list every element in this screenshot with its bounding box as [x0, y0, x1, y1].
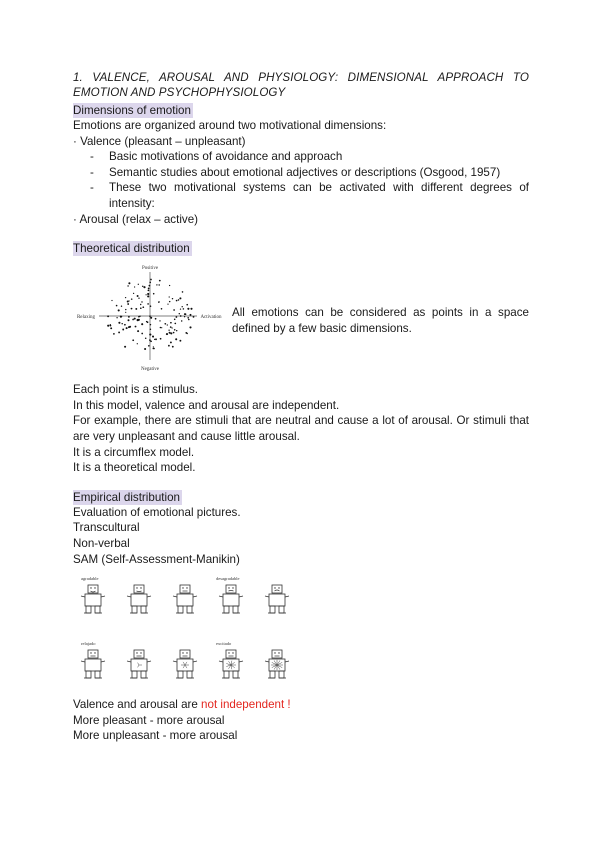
stimulus-point	[170, 322, 172, 324]
stimulus-point	[155, 318, 157, 320]
stimulus-point	[174, 323, 176, 325]
stimulus-point	[153, 293, 155, 295]
valence-sub-item: - These two motivational systems can be activated with different degrees of intensity:	[90, 181, 529, 210]
stimulus-point	[172, 346, 174, 348]
valence-sub-item: - Semantic studies about emotional adjectives or descriptions (Osgood, 1957)	[90, 165, 501, 179]
stimulus-point	[149, 334, 151, 336]
stimulus-point	[127, 301, 129, 303]
stimulus-point	[161, 308, 163, 310]
stimulus-point	[178, 299, 180, 301]
stimulus-points	[107, 279, 194, 350]
empirical-line: Non-verbal	[73, 536, 130, 550]
stimulus-point	[149, 339, 151, 341]
stimulus-point	[179, 340, 181, 342]
stimulus-point	[166, 333, 168, 335]
stimulus-point	[150, 329, 152, 331]
stimulus-point	[160, 338, 162, 340]
stimulus-point	[143, 286, 145, 288]
stimulus-point	[179, 298, 181, 300]
stimulus-point	[171, 328, 172, 329]
stimulus-point	[127, 303, 129, 305]
stimulus-point	[125, 309, 126, 310]
stimulus-point	[127, 285, 128, 286]
stimulus-point	[128, 319, 130, 321]
stimulus-point	[121, 306, 122, 307]
stimulus-point	[149, 285, 151, 287]
valence-bullet: · Valence (pleasant – unpleasant)	[73, 134, 246, 148]
stimulus-point	[175, 338, 177, 340]
stimulus-point	[170, 326, 172, 328]
stimulus-point	[190, 308, 192, 310]
stimulus-point	[145, 294, 146, 295]
stimulus-point	[187, 308, 189, 310]
stimulus-point	[137, 295, 139, 297]
sam-label-excited: excitado	[216, 641, 232, 647]
figure-label-right: Activation	[200, 315, 222, 321]
stimulus-point	[142, 307, 144, 309]
stimulus-point	[167, 304, 168, 305]
stimulus-point	[116, 305, 118, 307]
stimulus-point	[113, 333, 115, 335]
document-page	[73, 70, 529, 744]
stimulus-point	[116, 317, 117, 318]
stimulus-point	[168, 330, 169, 331]
stimulus-point	[147, 295, 149, 297]
sam-arousal-row	[81, 650, 289, 678]
stimulus-point	[148, 288, 150, 290]
valence-sub-item: - Basic motivations of avoidance and approach	[90, 150, 343, 164]
stimulus-point	[138, 316, 140, 318]
stimulus-point	[132, 319, 134, 321]
empirical-line: Transcultural	[73, 521, 140, 535]
stimulus-point	[128, 316, 130, 318]
sam-manikin	[265, 650, 289, 678]
stimulus-point	[152, 336, 154, 338]
stimulus-point	[132, 340, 134, 342]
circumplex-figure	[73, 260, 225, 372]
not-independent-highlight: not independent !	[201, 698, 291, 712]
stimulus-point	[190, 314, 192, 316]
stimulus-point	[158, 284, 159, 285]
stimulus-point	[187, 317, 189, 319]
empirical-line: Evaluation of emotional pictures.	[73, 505, 241, 519]
stimulus-point	[169, 301, 170, 302]
sam-label-unpleasant: desagradable	[216, 576, 240, 582]
stimulus-point	[128, 301, 129, 302]
stimulus-point	[140, 308, 142, 310]
stimulus-point	[138, 319, 140, 321]
stimulus-point	[150, 306, 152, 308]
stimulus-point	[164, 323, 166, 325]
stimulus-point	[153, 346, 154, 347]
empirical-heading: Empirical distribution	[73, 490, 180, 504]
arousal-bullet: · Arousal (relax – active)	[73, 212, 199, 226]
stimulus-point	[118, 309, 120, 311]
figure-label-bottom: Negative	[140, 367, 160, 373]
conclusion-line: More pleasant - more arousal	[73, 713, 225, 727]
stimulus-point	[161, 327, 162, 328]
stimulus-point	[120, 316, 122, 318]
stimulus-point	[107, 325, 109, 327]
stimulus-point	[125, 297, 126, 298]
stimulus-point	[138, 284, 139, 285]
stimulus-point	[122, 329, 124, 331]
stimulus-point	[154, 339, 155, 340]
empirical-section	[73, 490, 529, 683]
stimulus-point	[150, 324, 152, 326]
stimulus-point	[147, 293, 149, 295]
sam-manikin	[173, 650, 197, 678]
theoretical-heading: Theoretical distribution	[73, 242, 190, 256]
stimulus-point	[180, 309, 181, 310]
stimulus-point	[137, 343, 138, 344]
stimulus-point	[145, 338, 147, 340]
stimulus-point	[118, 322, 120, 324]
dimensions-intro: Emotions are organized around two motivational dimensions:	[73, 119, 387, 132]
stimulus-point	[159, 320, 160, 321]
empirical-line: SAM (Self-Assessment-Manikin)	[73, 552, 240, 566]
stimulus-point	[149, 282, 151, 284]
stimulus-point	[182, 306, 183, 307]
theory-line: It is a theoretical model.	[73, 461, 196, 475]
conclusion-statement: Valence and arousal are not independent !	[73, 698, 291, 712]
sam-figure	[73, 573, 529, 683]
circumplex-figure-row	[73, 260, 529, 372]
stimulus-point	[172, 298, 173, 299]
stimulus-point	[110, 327, 112, 329]
stimulus-point	[148, 345, 150, 347]
sam-manikin	[219, 650, 243, 678]
stimulus-point	[174, 329, 176, 331]
stimulus-point	[125, 312, 126, 313]
sam-manikin	[127, 585, 151, 613]
sam-label-pleasant: agradable	[81, 576, 99, 582]
stimulus-point	[128, 282, 130, 284]
stimulus-point	[131, 299, 133, 301]
stimulus-point	[141, 301, 142, 302]
stimulus-point	[173, 309, 175, 311]
figure-label-left: Relaxing	[76, 315, 96, 321]
stimulus-point	[128, 326, 130, 328]
dimensions-heading: Dimensions of emotion	[73, 104, 191, 117]
stimulus-point	[107, 316, 109, 318]
theory-line: Each point is a stimulus.	[73, 383, 199, 397]
stimulus-point	[153, 348, 155, 350]
stimulus-point	[150, 317, 152, 319]
stimulus-point	[186, 304, 188, 306]
stimulus-point	[180, 315, 182, 317]
stimulus-point	[167, 324, 168, 325]
sam-manikin	[81, 585, 105, 613]
stimulus-point	[137, 330, 139, 332]
dimensions-section	[73, 103, 529, 227]
stimulus-point	[134, 318, 136, 320]
stimulus-point	[185, 314, 186, 315]
stimulus-point	[150, 341, 152, 343]
sam-manikin	[173, 585, 197, 613]
figure-caption: All emotions can be considered as points in a space defined by a few basic dimensions.	[232, 306, 529, 335]
stimulus-point	[176, 300, 178, 302]
stimulus-point	[147, 303, 149, 305]
stimulus-point	[159, 280, 161, 282]
stimulus-point	[173, 332, 175, 334]
sam-valence-row	[81, 585, 289, 613]
sam-manikin	[219, 585, 243, 613]
stimulus-point	[135, 326, 137, 328]
stimulus-point	[156, 284, 157, 285]
stimulus-point	[138, 298, 139, 299]
stimulus-point	[146, 321, 147, 322]
stimulus-point	[188, 319, 190, 321]
stimulus-point	[184, 316, 185, 317]
stimulus-point	[189, 326, 191, 328]
stimulus-point	[181, 320, 182, 321]
theory-line: For example, there are stimuli that are neutral and cause a lot of arousal. Or stimuli that are very unpleasant and cause little arousal.	[73, 414, 529, 443]
stimulus-point	[133, 293, 134, 294]
stimulus-point	[179, 313, 180, 314]
stimulus-point	[124, 324, 126, 326]
stimulus-point	[118, 332, 120, 334]
stimulus-point	[170, 342, 172, 344]
stimulus-point	[148, 290, 150, 292]
stimulus-point	[140, 304, 141, 305]
stimulus-point	[182, 291, 184, 293]
conclusion-line: More unpleasant - more arousal	[73, 729, 238, 743]
stimulus-point	[124, 346, 126, 348]
sam-label-relaxed: relajado	[81, 641, 96, 647]
figure-label-top: Positive	[141, 266, 159, 272]
stimulus-point	[134, 287, 135, 288]
stimulus-point	[158, 301, 160, 303]
stimulus-point	[126, 327, 128, 329]
stimulus-point	[186, 333, 187, 334]
stimulus-point	[168, 345, 170, 347]
stimulus-point	[150, 279, 152, 281]
conclusion-section	[73, 697, 529, 744]
stimulus-point	[176, 316, 178, 318]
stimulus-point	[131, 308, 133, 310]
stimulus-point	[111, 300, 112, 301]
stimulus-point	[193, 316, 195, 318]
theoretical-section	[73, 241, 529, 476]
theory-line: In this model, valence and arousal are independent.	[73, 398, 340, 412]
theory-line: It is a circumflex model.	[73, 445, 195, 459]
stimulus-point	[169, 297, 170, 298]
sam-manikin	[127, 650, 151, 678]
stimulus-point	[183, 308, 185, 310]
stimulus-point	[121, 323, 122, 324]
stimulus-point	[169, 285, 170, 286]
stimulus-point	[176, 330, 177, 331]
section-title: 1. VALENCE, AROUSAL AND PHYSIOLOGY: DIMENSIONAL APPROACH TO EMOTION AND PSYCHOPHYSIOLOGY	[73, 71, 529, 99]
stimulus-point	[141, 333, 143, 335]
stimulus-point	[174, 319, 176, 321]
stimulus-point	[144, 348, 146, 350]
sam-manikin	[81, 650, 105, 678]
stimulus-point	[142, 286, 143, 287]
stimulus-point	[141, 323, 143, 325]
stimulus-point	[149, 316, 151, 318]
sam-manikin	[265, 585, 289, 613]
stimulus-point	[135, 308, 137, 310]
stimulus-point	[155, 339, 157, 341]
stimulus-point	[110, 324, 111, 325]
stimulus-point	[160, 327, 162, 329]
stimulus-point	[169, 332, 171, 334]
